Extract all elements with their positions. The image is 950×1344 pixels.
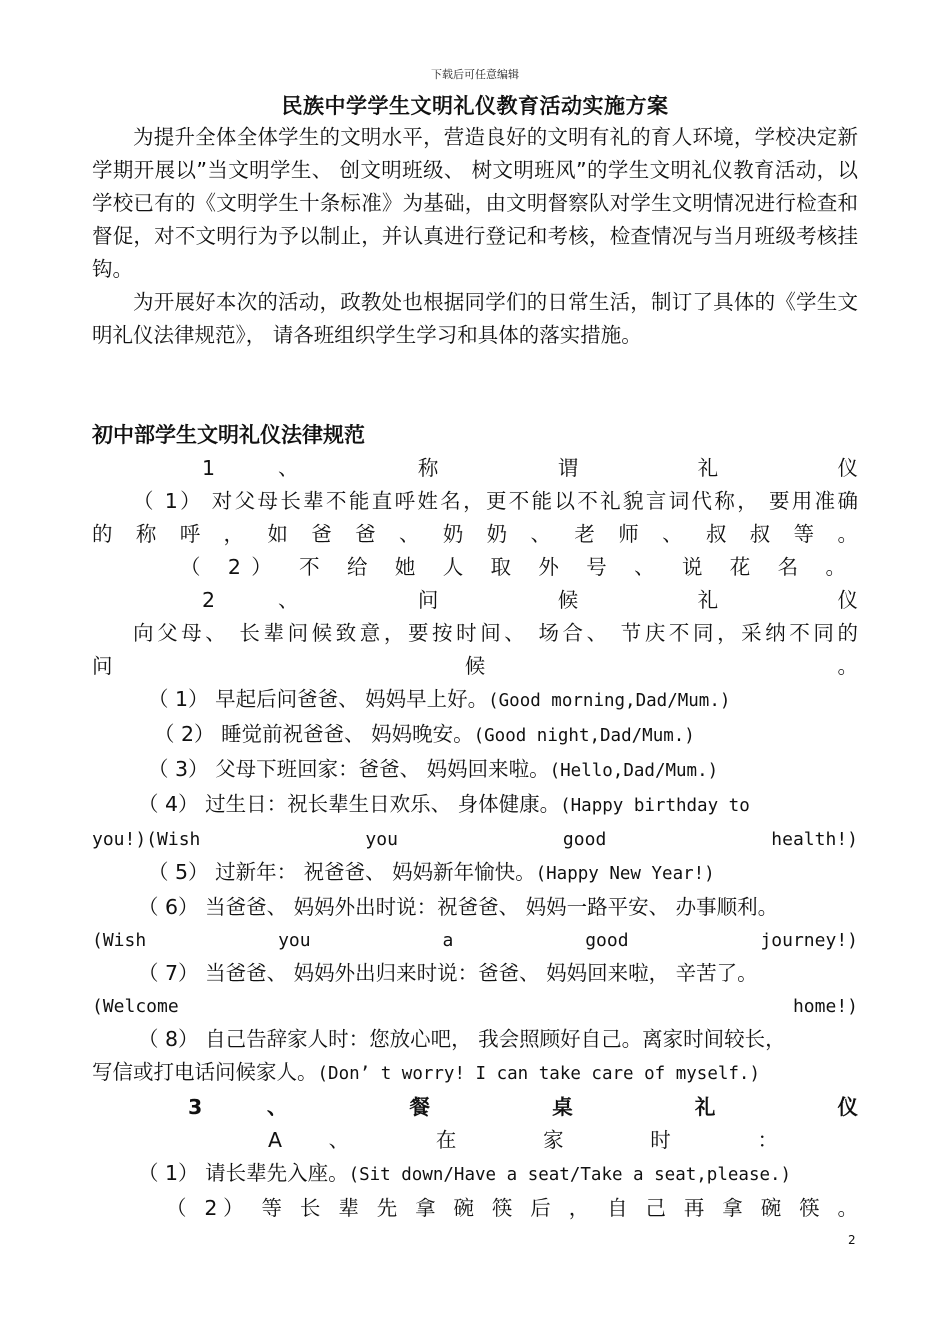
heading-address-etiquette: 1 、 称 谓 礼 仪: [202, 456, 858, 480]
line: [92, 788, 858, 823]
line: （ 2） 等 长 辈 先 拿 碗 筷 后 ， 自 己 再 拿 碗 筷 。: [166, 1196, 858, 1220]
line-en: (Happy New Year!): [535, 864, 715, 884]
line-cn: （ 1） 早起后问爸爸、 妈妈早上好。: [148, 687, 489, 711]
heading-greeting-etiquette: 2 、 问 候 礼 仪: [202, 588, 858, 612]
header-note: 下载后可任意编辑: [431, 68, 519, 81]
line: (Wish you a good journey!): [92, 930, 858, 951]
line-en: (Hello,Dad/Mum.): [549, 761, 719, 781]
document-body: [92, 121, 858, 1225]
line-en: (Don’ t worry! I can take care of myself.): [317, 1064, 761, 1084]
line: [92, 1157, 858, 1192]
line-cn: （ 2） 睡觉前祝爸爸、 妈妈晚安。: [154, 722, 474, 746]
line: [92, 1056, 858, 1091]
line-cn: （ 3） 父母下班回家：爸爸、 妈妈回来啦。: [148, 757, 550, 781]
line-cn: （ 4） 过生日：祝长辈生日欢乐、 身体健康。: [138, 792, 561, 816]
line: 的 称 呼 ， 如 爸 爸 、 奶 奶 、 老 师 、 叔 叔 等 。: [92, 522, 858, 546]
line: （ 8） 自己告辞家人时：您放心吧， 我会照顾好自己。离家时间较长，: [138, 1027, 786, 1051]
line: （ 2） 不 给 她 人 取 外 号 、 说 花 名 。: [180, 555, 846, 579]
line: [92, 856, 858, 891]
line-en: (Good morning,Dad/Mum.): [488, 691, 731, 711]
line-en: (Sit down/Have a seat/Take a seat,please.): [348, 1165, 792, 1185]
section-title: 初中部学生文明礼仪法律规范: [92, 423, 365, 447]
document-title: 民族中学学生文明礼仪教育活动实施方案: [281, 94, 669, 118]
line: （ 7） 当爸爸、 妈妈外出归来时说：爸爸、 妈妈回来啦， 辛苦了。: [138, 961, 758, 985]
line-cn: （ 1） 请长辈先入座。: [138, 1161, 349, 1185]
heading-table-etiquette: 3 、 餐 桌 礼 仪: [188, 1095, 858, 1119]
subheading-at-home: A 、 在 家 时 ：: [268, 1128, 778, 1152]
line: [92, 683, 858, 718]
page-number: 2: [848, 1233, 856, 1247]
line-en: (Good night,Dad/Mum.): [473, 726, 695, 746]
line-en: (Happy birthday to: [560, 796, 750, 816]
line-cn: （ 5） 过新年： 祝爸爸、 妈妈新年愉快。: [148, 860, 536, 884]
line: you!)(Wish you good health!): [92, 829, 858, 850]
line: （ 1） 对父母长辈不能直呼姓名，更不能以不礼貌言词代称， 要用准确: [133, 489, 858, 513]
line: （ 6） 当爸爸、 妈妈外出时说：祝爸爸、 妈妈一路平安、 办事顺利。: [138, 895, 779, 919]
intro-paragraph-2: 为开展好本次的活动，政教处也根据同学们的日常生活，制订了具体的《学生文明礼仪法律规范》， 请各班组织学生学习和具体的落实措施。: [92, 290, 858, 347]
line: (Welcome home!): [92, 996, 858, 1017]
line: 问 候 。: [92, 654, 858, 678]
line: [92, 753, 858, 788]
line: 向父母、 长辈问候致意，要按时间、 场合、 节庆不同，采纳不同的: [133, 621, 858, 645]
intro-paragraph-1: 为提升全体全体学生的文明水平，营造良好的文明有礼的育人环境，学校决定新学期开展以”当文明学生、 创文明班级、 树文明班风”的学生文明礼仪教育活动，以学校已有的《文明学生十条标准》为基础，由文明督察队对学生文明情况进行检查和督促，对不文明行为予以制止，并认真进行登记和考核，检查情况与当月班级考核挂钩。: [92, 125, 858, 281]
line: [92, 718, 858, 753]
line-cn: 写信或打电话问候家人。: [92, 1060, 318, 1084]
